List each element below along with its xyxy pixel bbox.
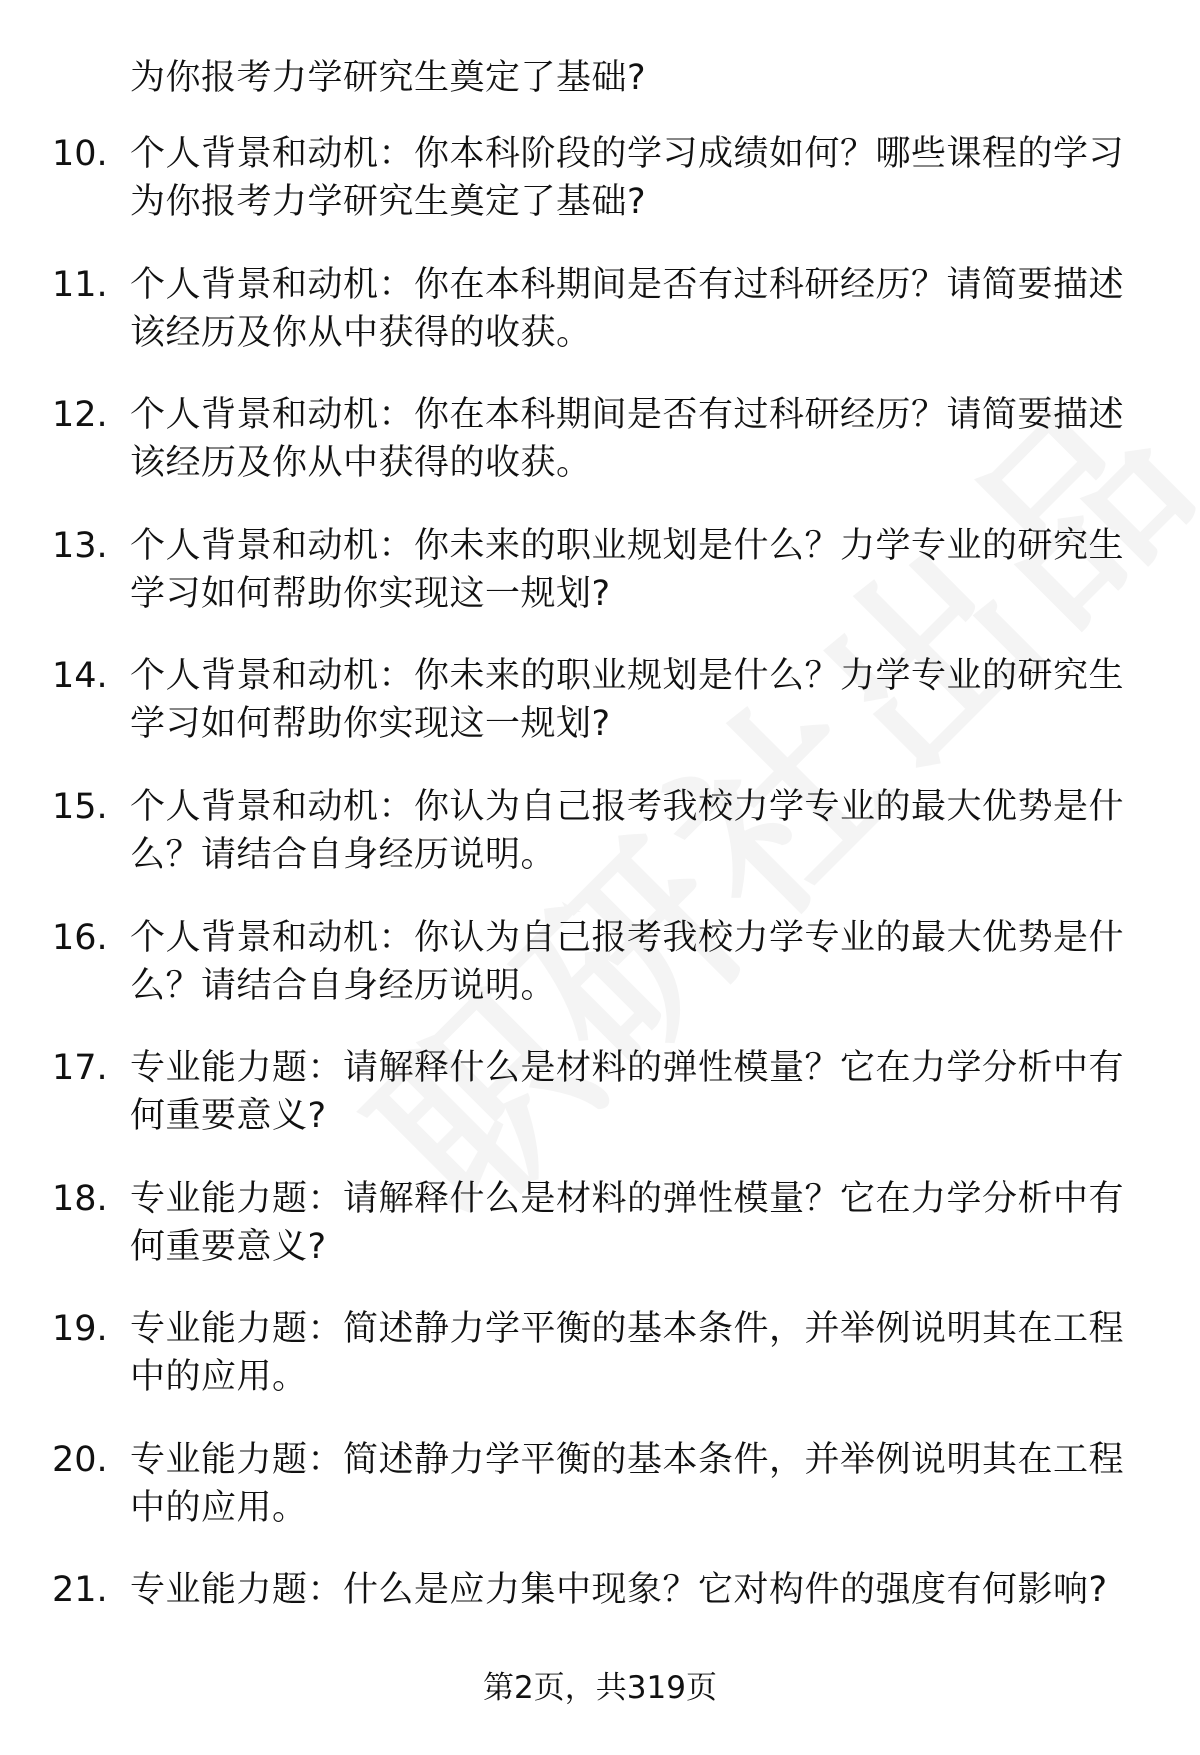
item-text-line: 么？请结合自身经历说明。 [130,966,557,1006]
item-text-line: 专业能力题：简述静力学平衡的基本条件，并举例说明其在工程 [130,1309,1125,1349]
item-text-line: 中的应用。 [130,1357,308,1397]
item-text-line: 该经历及你从中获得的收获。 [130,443,592,483]
item-number: 19. [52,1309,108,1349]
item-number: 15. [52,787,108,827]
item-text-line: 专业能力题：请解释什么是材料的弹性模量？它在力学分析中有 [130,1048,1125,1088]
item-text-line: 何重要意义? [130,1227,327,1267]
item-number: 13. [52,526,108,566]
item-text-line: 个人背景和动机：你未来的职业规划是什么？力学专业的研究生 [130,656,1125,696]
item-number: 17. [52,1048,108,1088]
item-text-line: 该经历及你从中获得的收获。 [130,313,592,353]
item-text-line: 个人背景和动机：你在本科期间是否有过科研经历？请简要描述 [130,265,1125,305]
item-number: 10. [52,134,108,174]
item-text-line: 为你报考力学研究生奠定了基础? [130,182,647,222]
item-number: 21. [52,1570,108,1610]
continuation-line: 为你报考力学研究生奠定了基础? [130,58,647,98]
item-text-line: 个人背景和动机：你本科阶段的学习成绩如何？哪些课程的学习 [130,134,1125,174]
item-number: 18. [52,1179,108,1219]
item-text-line: 中的应用。 [130,1488,308,1528]
item-text-line: 个人背景和动机：你未来的职业规划是什么？力学专业的研究生 [130,526,1125,566]
item-text-line: 专业能力题：请解释什么是材料的弹性模量？它在力学分析中有 [130,1179,1125,1219]
item-number: 16. [52,918,108,958]
item-number: 14. [52,656,108,696]
item-text-line: 专业能力题：简述静力学平衡的基本条件，并举例说明其在工程 [130,1440,1125,1480]
page-footer: 第2页，共319页 [483,1670,717,1706]
item-text-line: 专业能力题：什么是应力集中现象？它对构件的强度有何影响? [130,1570,1108,1610]
item-text-line: 学习如何帮助你实现这一规划? [130,704,611,744]
item-text-line: 学习如何帮助你实现这一规划? [130,574,611,614]
item-text-line: 么？请结合自身经历说明。 [130,835,557,875]
item-text-line: 个人背景和动机：你认为自己报考我校力学专业的最大优势是什 [130,787,1125,827]
item-text-line: 何重要意义? [130,1096,327,1136]
item-number: 12. [52,395,108,435]
item-text-line: 个人背景和动机：你在本科期间是否有过科研经历？请简要描述 [130,395,1125,435]
item-text-line: 个人背景和动机：你认为自己报考我校力学专业的最大优势是什 [130,918,1125,958]
item-number: 11. [52,265,108,305]
item-number: 20. [52,1440,108,1480]
